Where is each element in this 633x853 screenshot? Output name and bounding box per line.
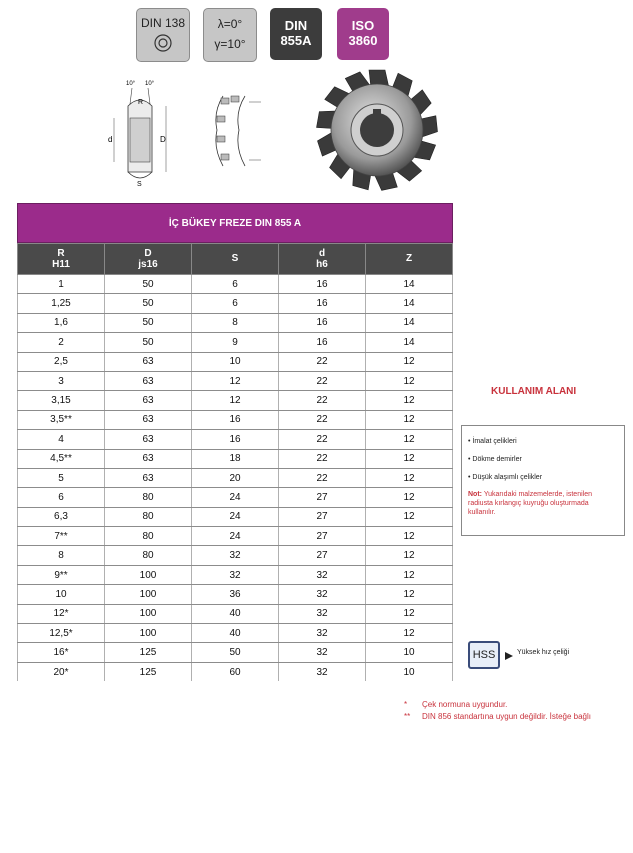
footnote-mark: * [404, 700, 408, 709]
table-cell: 50 [105, 275, 192, 294]
usage-item: • İmalat çelikleri [468, 438, 517, 445]
table-cell: 125 [105, 643, 192, 662]
table-cell: 60 [192, 662, 279, 681]
table-row [18, 662, 453, 681]
table-cell: 16 [192, 410, 279, 429]
table-cell: 22 [279, 352, 366, 371]
table-cell: 2,5 [18, 352, 105, 371]
table-cell: 40 [192, 624, 279, 643]
table-cell: 63 [105, 468, 192, 487]
circle-symbol-icon [153, 33, 173, 53]
table-cell: 24 [192, 507, 279, 526]
table-cell: 24 [192, 527, 279, 546]
table-cell: 63 [105, 352, 192, 371]
table-cell: 12 [366, 371, 453, 390]
table-cell: 14 [366, 294, 453, 313]
iso-line2: 3860 [348, 33, 378, 48]
table-cell: 5 [18, 468, 105, 487]
table-cell: 12 [366, 488, 453, 507]
table-row [18, 507, 453, 526]
table-cell: 50 [105, 313, 192, 332]
table-cell: 63 [105, 449, 192, 468]
table-cell: 16 [279, 313, 366, 332]
table-cell: 1,25 [18, 294, 105, 313]
table-row [18, 585, 453, 604]
table-cell: 27 [279, 488, 366, 507]
table-cell: 4 [18, 430, 105, 449]
footnote [404, 712, 591, 721]
table-cell: 18 [192, 449, 279, 468]
table-cell: 40 [192, 604, 279, 623]
usage-item: • Dökme demirler [468, 456, 522, 463]
table-cell: 36 [192, 585, 279, 604]
din138-label: DIN 138 [140, 15, 186, 30]
iso3860-badge [337, 8, 389, 60]
table-cell: 12 [366, 585, 453, 604]
note-text: Yukarıdaki malzemelerde, istenilen radiusta kırlangıç kuyruğu oluşturmada kullanılır. [468, 491, 592, 517]
table-row [18, 313, 453, 332]
table-cell: 63 [105, 371, 192, 390]
table-cell: 10 [366, 662, 453, 681]
table-cell: 1 [18, 275, 105, 294]
hss-description: Yüksek hız çeliği [517, 649, 570, 656]
table-cell: 9 [192, 333, 279, 352]
table-cell: 12 [366, 604, 453, 623]
table-cell: 6,3 [18, 507, 105, 526]
footnote [404, 700, 507, 709]
table-cell: 22 [279, 430, 366, 449]
table-cell: 12 [366, 449, 453, 468]
table-row [18, 468, 453, 487]
hss-badge: HSS [468, 641, 500, 669]
table-cell: 32 [192, 546, 279, 565]
table-row [18, 565, 453, 584]
table-cell: 10 [366, 643, 453, 662]
table-cell: 22 [279, 449, 366, 468]
table-cell: 12 [366, 565, 453, 584]
table-cell: 8 [18, 546, 105, 565]
table-cell: 12 [192, 371, 279, 390]
table-cell: 2 [18, 333, 105, 352]
lambda-label: λ=0° [217, 17, 243, 32]
table-cell: 3,15 [18, 391, 105, 410]
table-cell: 9** [18, 565, 105, 584]
footnote-mark: ** [404, 712, 411, 721]
table-cell: 16 [192, 430, 279, 449]
concave-milling-cutter-image [302, 68, 452, 192]
table-cell: 32 [279, 585, 366, 604]
table-cell: 12 [192, 391, 279, 410]
table-row [18, 449, 453, 468]
table-cell: 32 [192, 565, 279, 584]
usage-title: KULLANIM ALANI [491, 386, 577, 397]
table-cell: 50 [105, 333, 192, 352]
table-cell: 100 [105, 585, 192, 604]
footnote-text: DIN 856 standartına uygun değildir. İsteğe bağlı [422, 712, 591, 721]
table-cell: 16 [279, 275, 366, 294]
table-row [18, 275, 453, 294]
table-cell: 8 [192, 313, 279, 332]
arrow-right-icon [505, 652, 513, 660]
table-cell: 12* [18, 604, 105, 623]
table-cell: 12 [366, 391, 453, 410]
table-cell: 125 [105, 662, 192, 681]
data-table [17, 243, 453, 681]
table-cell: 22 [279, 371, 366, 390]
D-label: D [160, 135, 166, 144]
table-cell: 3,5** [18, 410, 105, 429]
table-cell: 12 [366, 352, 453, 371]
header-D: D js16 [105, 244, 192, 275]
table-cell: 50 [105, 294, 192, 313]
table-cell: 12 [366, 624, 453, 643]
table-title: İÇ BÜKEY FREZE DIN 855 A [17, 203, 453, 243]
table-cell: 80 [105, 546, 192, 565]
table-cell: 63 [105, 391, 192, 410]
din855-line2: 855A [280, 33, 312, 48]
table-cell: 27 [279, 527, 366, 546]
table-cell: 6 [18, 488, 105, 507]
table-cell: 10 [192, 352, 279, 371]
table-cell: 63 [105, 430, 192, 449]
table-cell: 1,6 [18, 313, 105, 332]
table-cell: 80 [105, 527, 192, 546]
table-cell: 12 [366, 468, 453, 487]
table-cell: 14 [366, 333, 453, 352]
table-header-row [18, 244, 453, 275]
table-cell: 14 [366, 313, 453, 332]
table-row [18, 294, 453, 313]
angle-right-label: 10° [145, 81, 155, 87]
note-label: Not: [468, 491, 482, 498]
table-cell: 12 [366, 430, 453, 449]
table-cell: 27 [279, 507, 366, 526]
table-row [18, 391, 453, 410]
table-cell: 7** [18, 527, 105, 546]
table-cell: 12 [366, 527, 453, 546]
footnote-text: Çek normuna uygundur. [422, 700, 508, 709]
table-cell: 100 [105, 604, 192, 623]
table-row [18, 410, 453, 429]
table-cell: 63 [105, 410, 192, 429]
table-cell: 32 [279, 643, 366, 662]
table-cell: 16 [279, 333, 366, 352]
table-cell: 80 [105, 507, 192, 526]
table-cell: 3 [18, 371, 105, 390]
table-row [18, 430, 453, 449]
din855-line1: DIN [284, 18, 308, 34]
table-cell: 6 [192, 275, 279, 294]
table-cell: 22 [279, 410, 366, 429]
table-cell: 16 [279, 294, 366, 313]
table-row [18, 643, 453, 662]
R-label: R [138, 99, 144, 106]
usage-item: • Düşük alaşımlı çelikler [468, 474, 543, 481]
table-row [18, 333, 453, 352]
header-R: R H11 [18, 244, 105, 275]
gamma-label: γ=10° [214, 37, 246, 51]
table-cell: 32 [279, 624, 366, 643]
table-cell: 24 [192, 488, 279, 507]
table-row [18, 527, 453, 546]
table-cell: 32 [279, 662, 366, 681]
table-cell: 22 [279, 391, 366, 410]
table-cell: 20* [18, 662, 105, 681]
table-cell: 20 [192, 468, 279, 487]
table-row [18, 604, 453, 623]
S-label: S [137, 181, 142, 188]
header-S: S [192, 244, 279, 275]
table-cell: 32 [279, 565, 366, 584]
header-Z: Z [366, 244, 453, 275]
table-cell: 6 [192, 294, 279, 313]
table-cell: 4,5** [18, 449, 105, 468]
tooth-profile-drawing [205, 92, 263, 170]
dimensions-table [17, 203, 453, 681]
table-cell: 12,5* [18, 624, 105, 643]
din138-badge [136, 8, 190, 62]
table-cell: 12 [366, 410, 453, 429]
iso-line1: ISO [351, 18, 375, 34]
table-row [18, 352, 453, 371]
angle-left-label: 10° [126, 81, 136, 87]
table-cell: 100 [105, 624, 192, 643]
table-cell: 12 [366, 546, 453, 565]
table-cell: 12 [366, 507, 453, 526]
table-cell: 27 [279, 546, 366, 565]
table-cell: 100 [105, 565, 192, 584]
table-row [18, 546, 453, 565]
table-cell: 32 [279, 604, 366, 623]
table-cell: 16* [18, 643, 105, 662]
table-row [18, 371, 453, 390]
usage-box [461, 425, 625, 536]
table-cell: 80 [105, 488, 192, 507]
table-row [18, 488, 453, 507]
cutter-cross-section-drawing [100, 76, 180, 188]
table-cell: 50 [192, 643, 279, 662]
din855a-badge [270, 8, 322, 60]
table-cell: 10 [18, 585, 105, 604]
header-d: d h6 [279, 244, 366, 275]
table-cell: 22 [279, 468, 366, 487]
angle-badge [203, 8, 257, 62]
d-label: d [108, 135, 113, 144]
table-row [18, 624, 453, 643]
usage-note [468, 490, 618, 517]
table-cell: 14 [366, 275, 453, 294]
